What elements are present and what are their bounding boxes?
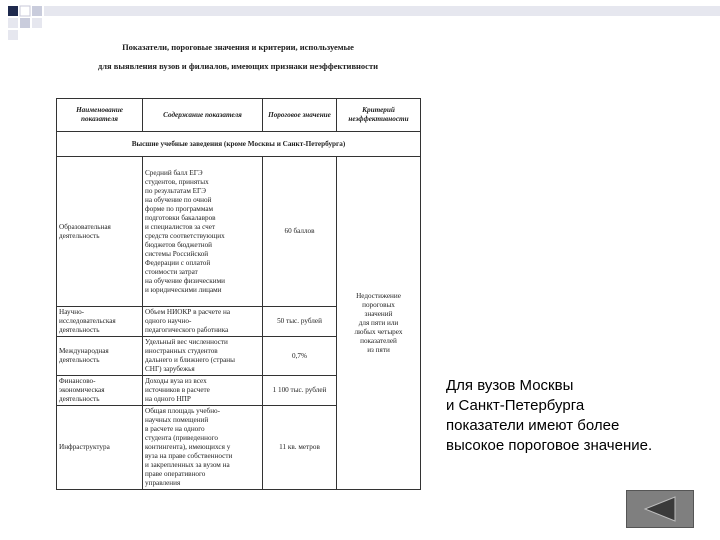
note-line: Для вузов Москвы [446,377,574,394]
row-content [143,337,263,376]
content-line: Общая площадь учебно- [145,407,221,415]
content-line: системы Российской [145,249,209,258]
content-line: форме по программам [145,204,214,213]
content-line: вуза на праве собственности [145,452,233,460]
indicators-table [56,98,421,490]
content-line: Объем НИОКР в расчете на [145,308,231,316]
row-threshold: 11 кв. метров [263,406,337,490]
criterion-line: пороговых [362,300,395,309]
column-header-criterion: Критерий неэффективности [337,99,421,132]
document-heading-line-1: Показатели, пороговые значения и критерии, используемые [122,42,354,52]
document-heading-line-2: для выявления вузов и филиалов, имеющих признаки неэффективности [97,61,379,71]
content-line: средств соответствующих [145,231,225,240]
row-name: Международная деятельность [57,337,143,376]
content-line: стоимости затрат [145,267,198,276]
table-row [57,157,421,307]
content-line: педагогического работника [145,326,229,334]
content-line: Федерации с оплатой [145,258,211,267]
note-line: и Санкт-Петербурга [446,397,585,414]
content-line: и юридическими лицами [145,285,222,294]
row-name: Финансово-экономическая деятельность [57,376,143,406]
content-line: студента (приведенного [145,434,218,442]
row-threshold: 0,7% [263,337,337,376]
previous-slide-button[interactable] [626,490,694,528]
criterion-line: Недостижение [356,291,401,300]
decorative-squares [0,0,720,40]
row-threshold: 60 баллов [263,157,337,307]
note-line: высокое пороговое значение. [446,437,653,454]
column-header-content: Содержание показателя [143,99,263,132]
row-content [143,307,263,337]
note-line: показатели имеют более [446,417,620,434]
criterion-line: значений [364,309,393,318]
content-line: управления [145,479,181,487]
content-line: на одного НПР [145,395,191,403]
row-name: Образовательная деятельность [57,157,143,307]
criterion-line: показателей [360,336,397,345]
content-line: Доходы вуза из всех [145,377,207,385]
criterion-cell [337,157,421,490]
criterion-line: любых четырех [354,327,403,336]
content-line: подготовки бакалавров [145,213,216,222]
table-subheader: Высшие учебные заведения (кроме Москвы и Санкт-Петербурга) [57,132,421,157]
content-line: источников в расчете [145,386,210,394]
row-name: Инфраструктура [57,406,143,490]
content-line: Средний балл ЕГЭ [145,168,203,177]
content-line: научных помещений [145,416,209,424]
content-line: и закрепленных за вузом на [145,461,230,469]
content-line: студентов, принятых [145,177,209,186]
table-header-row [57,99,421,132]
content-line: Удельный вес численности [145,338,228,346]
content-line: контингента), имеющихся у [145,443,231,451]
content-line: на обучение по очной [145,195,212,204]
content-line: в расчете на одного [145,425,205,433]
table-subheader-row [57,132,421,157]
content-line: СНГ) зарубежья [145,365,195,373]
content-line: на обучение физическими [145,276,225,285]
content-line: одного научно- [145,317,192,325]
column-header-name: Наименование показателя [57,99,143,132]
row-threshold: 1 100 тыс. рублей [263,376,337,406]
row-content [143,157,263,307]
content-line: по результатам ЕГЭ [145,186,206,195]
note-text [446,376,706,456]
content-line: праве оперативного [145,470,206,478]
play-back-icon [627,491,693,527]
content-line: дальнего и ближнего (страны [145,356,235,364]
criterion-line: из пяти [367,345,390,354]
column-header-threshold: Пороговое значение [263,99,337,132]
criterion-line: для пяти или [358,318,399,327]
row-content [143,406,263,490]
row-content [143,376,263,406]
scanned-document [52,36,424,524]
row-threshold: 50 тыс. рублей [263,307,337,337]
content-line: бюджетов бюджетной [145,240,213,249]
content-line: и специалистов за счет [145,222,216,231]
row-name: Научно-исследовательская деятельность [57,307,143,337]
content-line: иностранных студентов [145,347,218,355]
